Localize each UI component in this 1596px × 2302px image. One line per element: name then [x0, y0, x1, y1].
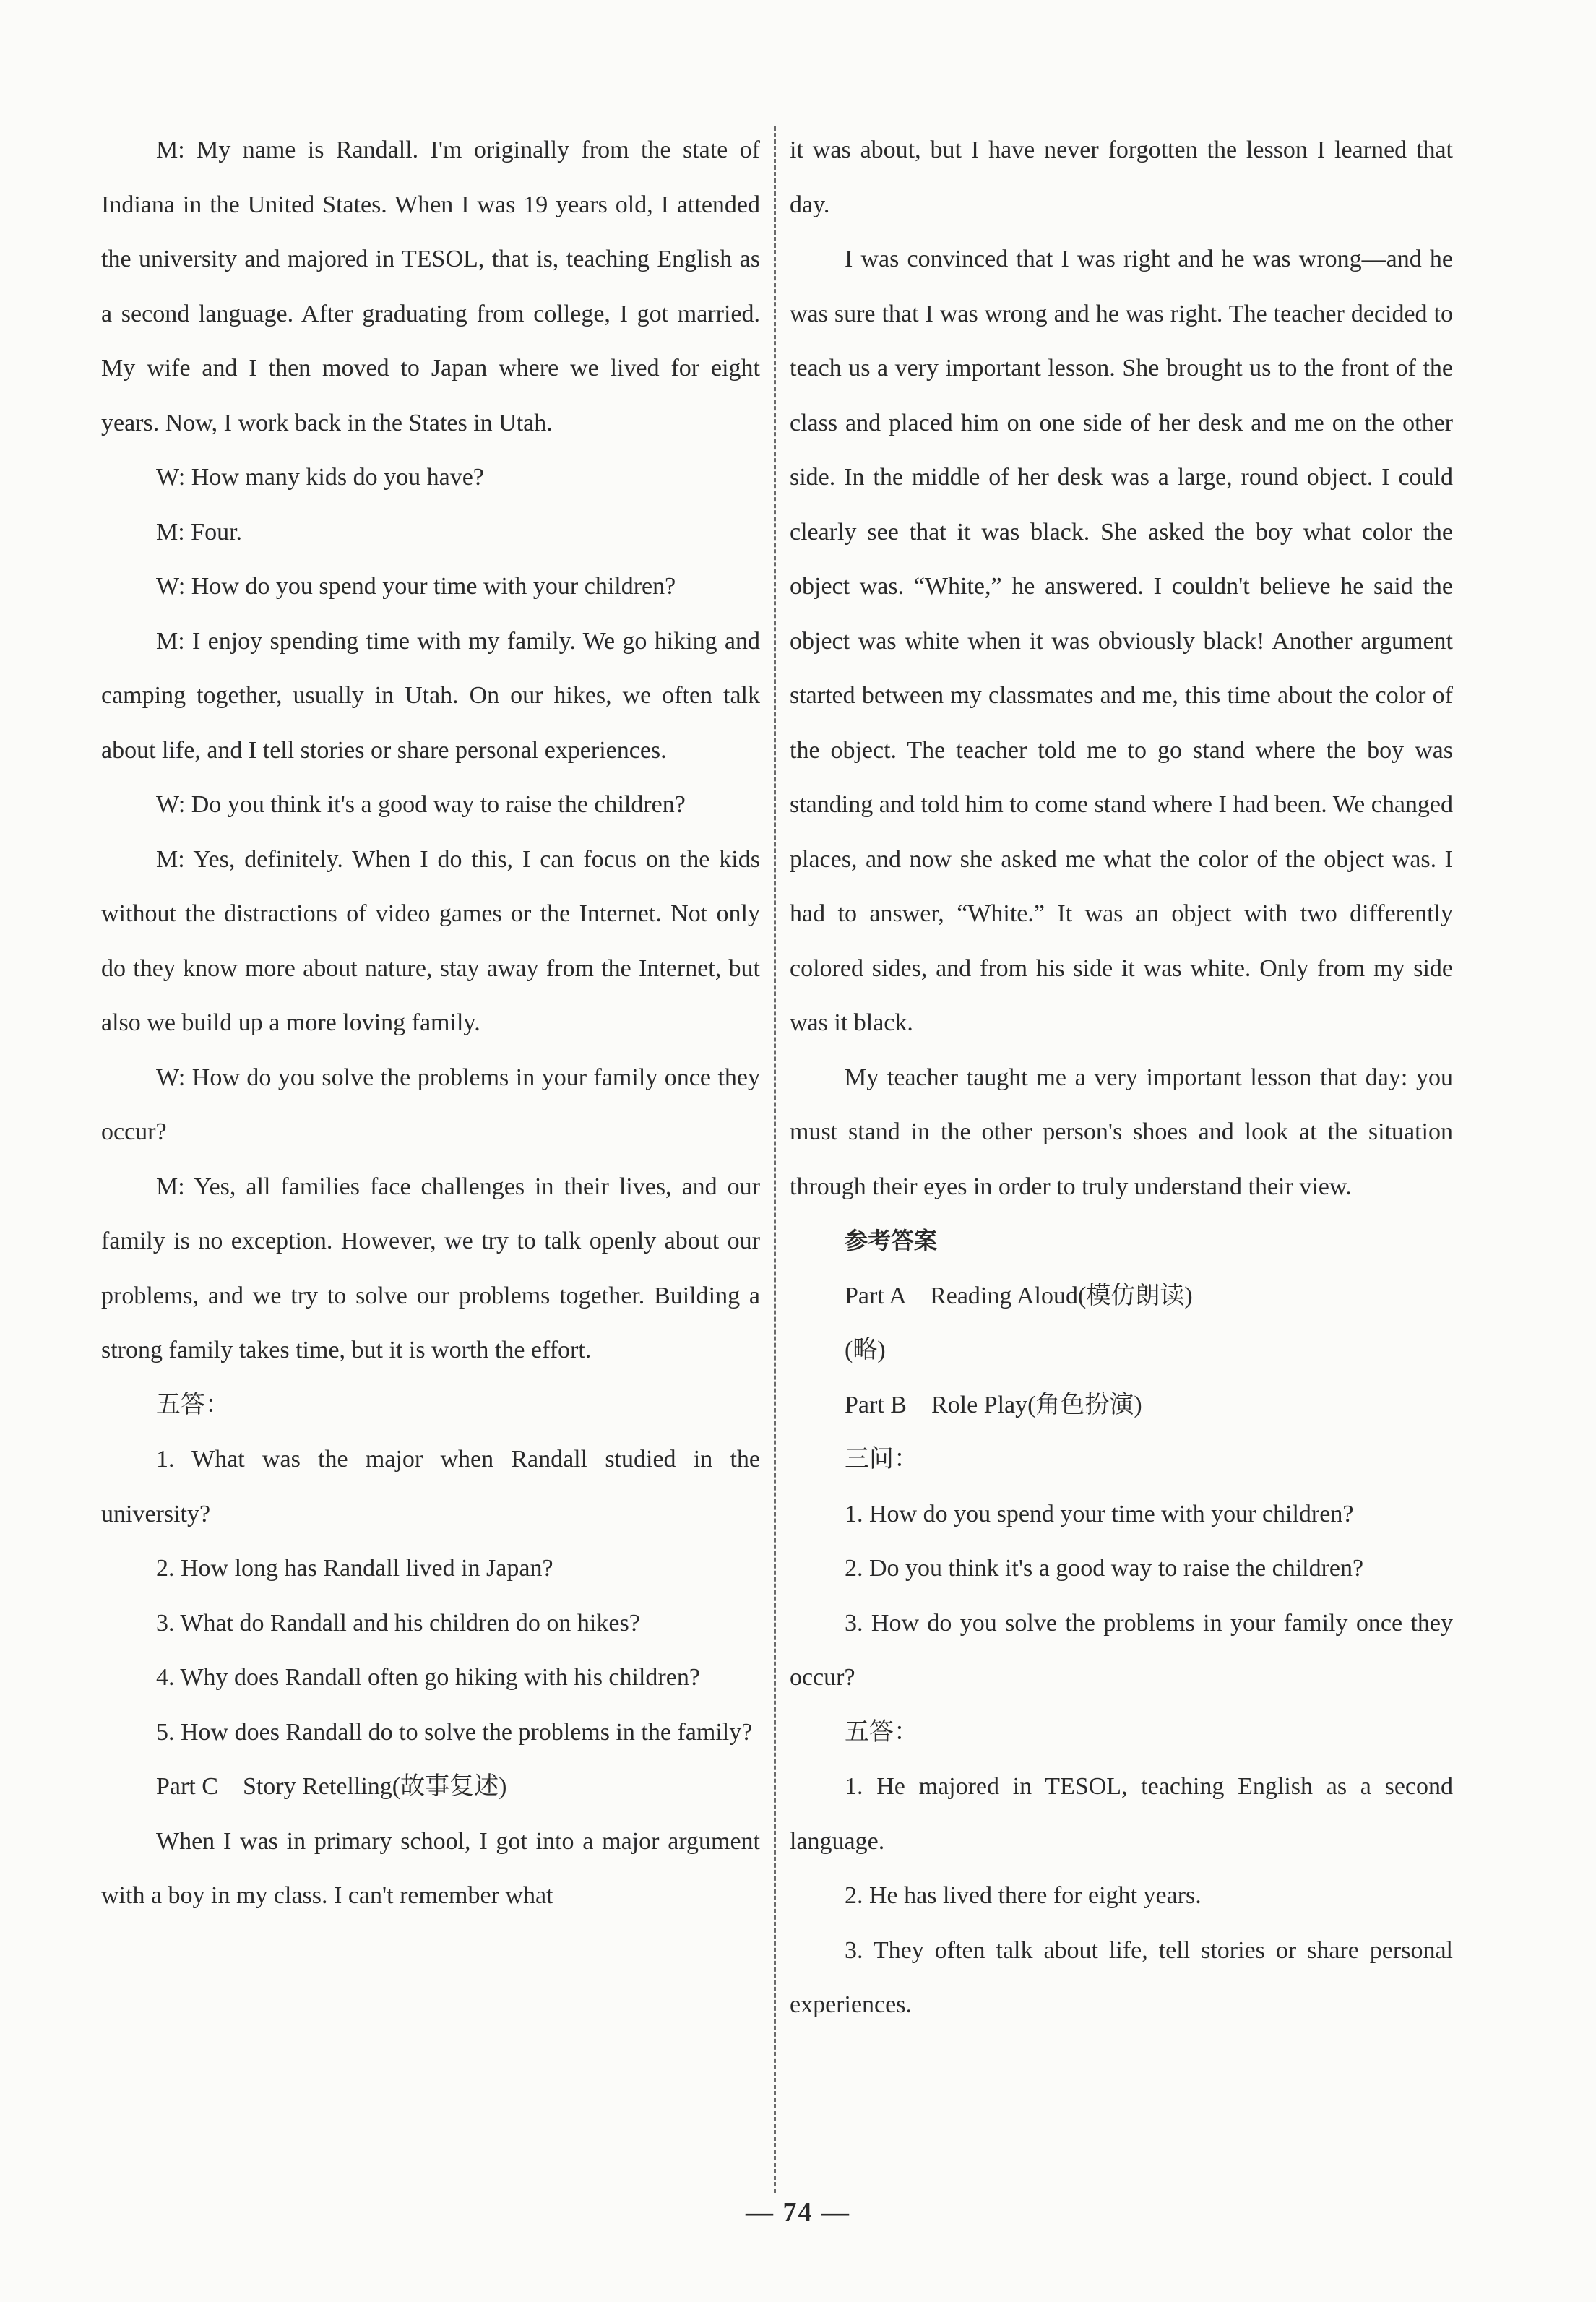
dialogue-m-hiking: M: I enjoy spending time with my family. We go hiking and camping together, usually in Utah. On our hikes, we often talk about life, and I tell stories or share personal experiences. — [101, 627, 760, 764]
page-number: — 74 — — [746, 2197, 850, 2228]
part-a-heading: Part A Reading Aloud(模仿朗读) — [845, 1282, 1193, 1309]
right-column — [790, 123, 1453, 2032]
story-continuation: it was about, but I have never forgotten the lesson I learned that day. — [790, 137, 1453, 218]
dialogue-m-definitely: M: Yes, definitely. When I do this, I can focus on the kids without the distractions of video games or the Internet. Not only do they know more about nature, stay away from the Internet, but also we build up a more loving family. — [101, 845, 760, 1036]
five-questions-label: 五答： — [156, 1391, 230, 1418]
dialogue-m-challenges: M: Yes, all families face challenges in their lives, and our family is no exception. However, we try to talk openly about our problems, and we try to solve our problems together. Building a strong family takes time, but it is worth the effort. — [101, 1173, 760, 1363]
three-q-3: 3. How do you solve the problems in your family once they occur? — [790, 1609, 1453, 1691]
dialogue-m-intro: M: My name is Randall. I'm originally from the state of Indiana in the United States. When I was 19 years old, I attended the university and majored in TESOL, that is, teaching English as a second language. After graduating from college, I got married. My wife and I then moved to Japan where we lived for eight years. Now, I work back in the States in Utah. — [101, 137, 760, 436]
story-paragraph-2: I was convinced that I was right and he was wrong—and he was sure that I was wrong and he was right. The teacher decided to teach us a very important lesson. She brought us to the front of the class and placed him on one side of her desk and me on the other side. In the middle of her desk was a large, round object. I could clearly see that it was black. She asked the boy what color the object was. “White,” he answered. I couldn't believe he said the object was white when it was obviously black! Another argument started between my classmates and me, this time about the color of the object. The teacher told me to go stand where the boy was standing and told him to come stand where I had been. We changed places, and now she asked me what the color of the object was. I had to answer, “White.” It was an object with two differently colored sides, and from his side it was white. Only from my side was it black. — [790, 246, 1453, 1036]
dialogue-w-time: W: How do you spend your time with your children? — [156, 573, 676, 600]
question-5: 5. How does Randall do to solve the problems in the family? — [156, 1718, 753, 1746]
three-q-1: 1. How do you spend your time with your children? — [845, 1500, 1354, 1527]
question-1: 1. What was the major when Randall studied in the university? — [101, 1446, 760, 1527]
dialogue-w-kids: W: How many kids do you have? — [156, 464, 484, 491]
dialogue-w-problems: W: How do you solve the problems in your family once they occur? — [101, 1064, 760, 1145]
dialogue-m-four: M: Four. — [156, 518, 243, 546]
three-q-2: 2. Do you think it's a good way to raise the children? — [845, 1555, 1364, 1582]
story-paragraph-start: When I was in primary school, I got into a major argument with a boy in my class. I can't remember what — [101, 1827, 760, 1909]
answer-3: 3. They often talk about life, tell stories or share personal experiences. — [790, 1936, 1453, 2018]
left-column — [101, 123, 760, 1923]
dialogue-w-raise: W: Do you think it's a good way to raise the children? — [156, 791, 686, 818]
column-divider — [774, 126, 776, 2193]
three-questions-label: 三问： — [845, 1446, 918, 1473]
question-2: 2. How long has Randall lived in Japan? — [156, 1555, 553, 1582]
answer-1: 1. He majored in TESOL, teaching English as a second language. — [790, 1773, 1453, 1855]
answer-2: 2. He has lived there for eight years. — [845, 1882, 1202, 1909]
part-b-heading: Part B Role Play(角色扮演) — [845, 1391, 1142, 1418]
answers-heading: 参考答案 — [845, 1227, 938, 1254]
five-answers-label: 五答： — [845, 1718, 918, 1746]
question-3: 3. What do Randall and his children do on hikes? — [156, 1609, 640, 1637]
part-c-heading: Part C Story Retelling(故事复述) — [156, 1773, 507, 1800]
question-4: 4. Why does Randall often go hiking with his children? — [156, 1664, 700, 1691]
part-a-note: (略) — [845, 1337, 886, 1363]
story-paragraph-3: My teacher taught me a very important lesson that day: you must stand in the other person's shoes and look at the situation through their eyes in order to truly understand their view. — [790, 1064, 1453, 1200]
